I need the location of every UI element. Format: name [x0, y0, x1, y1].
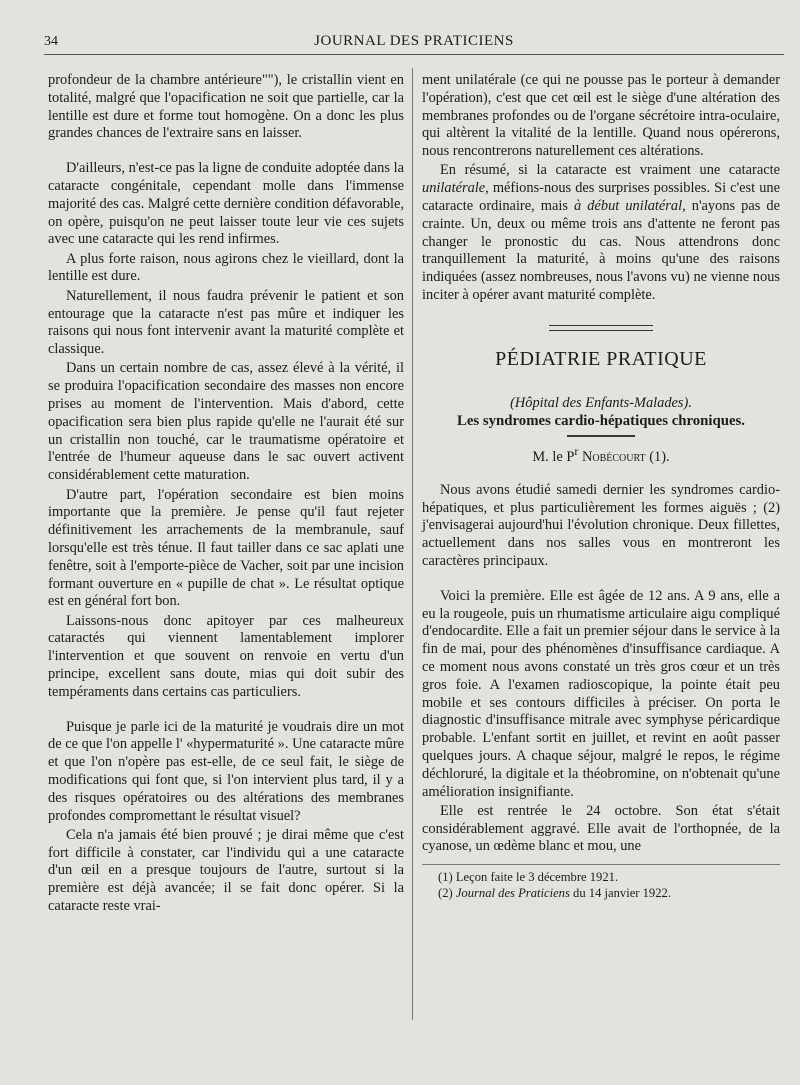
paragraph: Elle est rentrée le 24 octobre. Son état s'était considérablement aggravé. Elle avait de l'orthopnée, de la cyanose, un œdème blanc et mou, une [422, 802, 780, 855]
emphasis: à début unilatéral, [574, 198, 686, 215]
emphasis: unilatérale [422, 180, 486, 197]
column-divider [412, 68, 413, 1020]
paragraph: Cela n'a jamais été bien prouvé ; je dirai même que c'est fort difficile à constater, car l'individu qui a une cataracte d'un œil en a presque toujours de l'autre, surtout si la première est déjà avancée; il se fait donc opérer. Si la cataracte reste vrai- [48, 826, 404, 915]
paragraph: Naturellement, il nous faudra prévenir le patient et son entourage que la cataracte n'est pas mûre et indiquer les raisons qui nous font intervenir avant la maturité complète et classique. [48, 287, 404, 358]
footnote-ref: (1). [649, 449, 670, 466]
footnote-date: du 14 janvier 1922. [573, 886, 671, 901]
paragraph: Laissons-nous donc apitoyer par ces malheureux cataractés qui viennent lamentablement implorer l'intervention et que souvent on renvoie en vertu d'un principe, excellent sans doute, mias qui doit subir des tempéraments dans certains cas particuliers. [48, 612, 404, 700]
lecture-title: Les syndromes cardio-hépatiques chroniques. [456, 413, 746, 430]
paragraph: Puisque je parle ici de la maturité je voudrais dire un mot de ce que l'on appelle l' «hypermaturité ». Une cataracte mûre et que l'on n'opère pas est-elle, de ce seul fait, le siège de modifications qui font que, si l'on intervient plus tard, il y a des risques opératoires ou des altérations des membranes profondes compromettant le résultat visuel? [48, 718, 404, 824]
author-title-sup: r [574, 444, 579, 459]
footnote-journal: Journal des Praticiens [455, 886, 570, 901]
footnote-marker: (1) [438, 870, 453, 885]
paragraph: D'autre part, l'opération secondaire est bien moins importante que la première. Je pense qu'il faut rejeter définitivement les arrachements de la membranule, sauf lorsqu'elle est très ténue. Il faut tailler dans ce sac aplati une fenêtre, soit à l'emporte-pièce de Vacher, soit par une incision formant ouverture en « pupille de chat ». Le résultat optique est en général fort bon. [48, 486, 404, 610]
left-column [48, 72, 404, 1072]
right-column [422, 72, 780, 1072]
title-rule [567, 435, 635, 437]
footnote-text: Leçon faite le 3 décembre 1921. [455, 870, 619, 885]
footnote [422, 885, 780, 901]
summary-paragraph [422, 162, 780, 304]
author-line [422, 443, 780, 467]
text-run: En résumé, si la cataracte est vraiment une cataracte [440, 162, 780, 179]
page-header [44, 30, 784, 55]
section-title: PÉDIATRIE PRATIQUE [495, 347, 707, 370]
paragraph: Nous avons étudié samedi dernier les syndromes cardio-hépatiques, et plus particulièrement les formes aiguës ; (2) j'envisagerai aujourd'hui l'évolution chronique. Deux fillettes, actuellement dans nos salles vous en montreront les caractères principaux. [422, 481, 780, 570]
author-prefix: M. le [532, 449, 563, 466]
paragraph: Voici la première. Elle est âgée de 12 ans. A 9 ans, elle a eu la rougeole, puis un rhumatisme articulaire aigu compliqué d'endocardite. Elle a fait un premier séjour dans le service à la fin de mai, pour des phénomènes d'insuffisance cardiaque. A ce moment nous avons constaté un très gros cœur et un très gros foie. A l'examen radioscopique, la pointe était peu mobile et ses contours difficiles à préciser. On porta le diagnostic d'insuffisance mitrale avec symphyse péricardique probable. L'enfant sortit en juillet, et revint en août passer quelques jours. A chaque séjour, malgré le repos, le régime déchloruré, la digitale et la théobromine, on n'obtenait qu'une amélioration insignifiante. [422, 587, 780, 800]
paragraph: D'ailleurs, n'est-ce pas la ligne de conduite adoptée dans la cataracte congénitale, cependant molle dans l'immense majorité des cas. Malgré cette dernière condition défavorable, on opère, puisqu'on ne peut laisser toute leur vie ces sujets avec une cataracte qui les rend infirmes. [48, 160, 405, 248]
text-run: n'ayons pas de crainte. Un, deux ou même trois ans d'attente ne feront pas changer le pronostic du cas. Nous attendrons donc tranquillement la maturité, à moins qu'une des raisons indiquées (assez nombreuses, nous l'avons vu) ne vienne nous inciter à opérer avant maturité complète. [422, 198, 781, 304]
author-name: Nobécourt [581, 449, 646, 466]
footnote [422, 869, 780, 885]
author-title: P [566, 449, 575, 466]
journal-title: JOURNAL DES PRATICIENS [314, 33, 514, 49]
hospital-name: (Hôpital des Enfants-Malades). [510, 394, 692, 411]
text-run: , méfions-nous des surprises possibles. Si c'est une cataracte ordinaire, mais [422, 180, 780, 215]
paragraph: Dans un certain nombre de cas, assez élevé à la vérité, il se produira l'opacification secondaire des masses non encore prises au moment de l'intervention. Mais d'abord, cette opacification sera bien plus rapide qu'elle ne l'aurait été sur un cristallin non touché, car le traumatisme opératoire et l'entrée de l'humeur aqueuse dans le sac ouvert activent considérablement cette maturation. [48, 360, 404, 484]
footnotes [422, 864, 780, 901]
paragraph: A plus forte raison, nous agirons chez le vieillard, dont la lentille est dure. [48, 250, 404, 285]
paragraph: ment unilatérale (ce qui ne pousse pas le porteur à demander l'opération), c'est que cet œil est le siège d'une altération des membranes profondes ou de l'organe sécrétoire intra-oculaire, qui altèrent la vitalité de la lentille. Quand nous opérerons, nous rencontrerons naturellement ces altérations. [422, 72, 780, 160]
page-number: 34 [44, 34, 58, 49]
footnote-marker: (2) [438, 886, 453, 901]
section-rule [549, 325, 653, 331]
paragraph: profondeur de la chambre antérieure""), le cristallin vient en totalité, malgré que l'opacification ne soit que partielle, car la lentille est dure et forme tout homogène. On a donc les plus grandes chances de l'extraire sans en laisser. [48, 72, 404, 142]
